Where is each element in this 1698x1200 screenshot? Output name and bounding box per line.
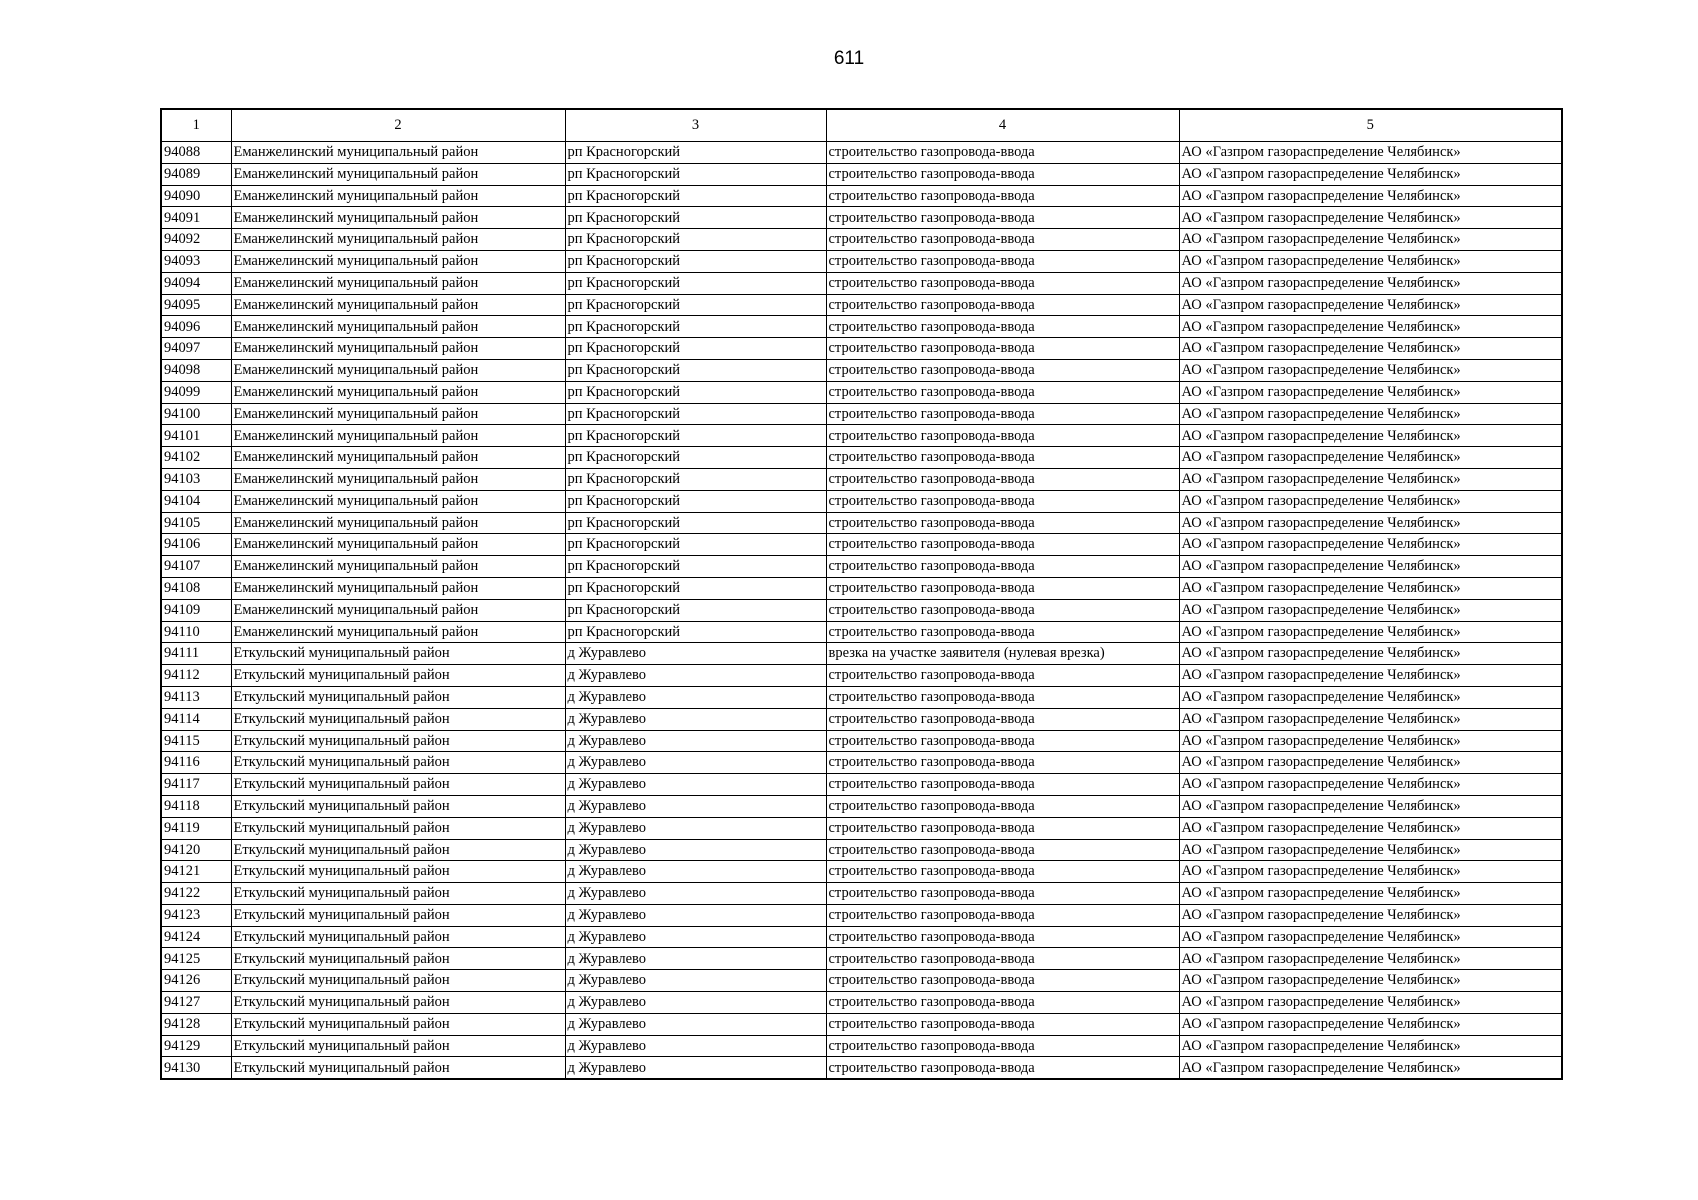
row-number-cell: 94095 [161, 294, 231, 316]
organization-cell: АО «Газпром газораспределение Челябинск» [1179, 556, 1562, 578]
row-number-cell: 94128 [161, 1013, 231, 1035]
settlement-cell: рп Красногорский [565, 163, 826, 185]
work-type-cell: строительство газопровода-ввода [826, 861, 1179, 883]
organization-cell: АО «Газпром газораспределение Челябинск» [1179, 468, 1562, 490]
district-cell: Еткульский муниципальный район [231, 970, 565, 992]
row-number-cell: 94092 [161, 229, 231, 251]
column-header-3: 3 [565, 109, 826, 142]
work-type-cell: строительство газопровода-ввода [826, 250, 1179, 272]
table-row [161, 1013, 1562, 1035]
work-type-cell: строительство газопровода-ввода [826, 316, 1179, 338]
settlement-cell: рп Красногорский [565, 250, 826, 272]
table-row [161, 207, 1562, 229]
table-row [161, 490, 1562, 512]
organization-cell: АО «Газпром газораспределение Челябинск» [1179, 359, 1562, 381]
table-row [161, 359, 1562, 381]
settlement-cell: д Журавлево [565, 992, 826, 1014]
settlement-cell: д Журавлево [565, 1035, 826, 1057]
organization-cell: АО «Газпром газораспределение Челябинск» [1179, 447, 1562, 469]
work-type-cell: строительство газопровода-ввода [826, 621, 1179, 643]
row-number-cell: 94125 [161, 948, 231, 970]
row-number-cell: 94100 [161, 403, 231, 425]
district-cell: Еманжелинский муниципальный район [231, 207, 565, 229]
settlement-cell: рп Красногорский [565, 403, 826, 425]
organization-cell: АО «Газпром газораспределение Челябинск» [1179, 774, 1562, 796]
row-number-cell: 94110 [161, 621, 231, 643]
work-type-cell: строительство газопровода-ввода [826, 1013, 1179, 1035]
district-cell: Еманжелинский муниципальный район [231, 142, 565, 164]
row-number-cell: 94123 [161, 904, 231, 926]
table-row [161, 1035, 1562, 1057]
row-number-cell: 94106 [161, 534, 231, 556]
table-row [161, 621, 1562, 643]
row-number-cell: 94101 [161, 425, 231, 447]
work-type-cell: строительство газопровода-ввода [826, 556, 1179, 578]
page-number: 611 [833, 48, 865, 69]
district-cell: Еткульский муниципальный район [231, 795, 565, 817]
table-row [161, 556, 1562, 578]
table-row [161, 250, 1562, 272]
organization-cell: АО «Газпром газораспределение Челябинск» [1179, 926, 1562, 948]
work-type-cell: строительство газопровода-ввода [826, 686, 1179, 708]
district-cell: Еманжелинский муниципальный район [231, 447, 565, 469]
settlement-cell: рп Красногорский [565, 359, 826, 381]
organization-cell: АО «Газпром газораспределение Челябинск» [1179, 795, 1562, 817]
organization-cell: АО «Газпром газораспределение Челябинск» [1179, 948, 1562, 970]
district-cell: Еманжелинский муниципальный район [231, 577, 565, 599]
row-number-cell: 94113 [161, 686, 231, 708]
organization-cell: АО «Газпром газораспределение Челябинск» [1179, 512, 1562, 534]
settlement-cell: рп Красногорский [565, 468, 826, 490]
row-number-cell: 94130 [161, 1057, 231, 1079]
work-type-cell: строительство газопровода-ввода [826, 970, 1179, 992]
row-number-cell: 94127 [161, 992, 231, 1014]
table-row [161, 948, 1562, 970]
organization-cell: АО «Газпром газораспределение Челябинск» [1179, 686, 1562, 708]
row-number-cell: 94102 [161, 447, 231, 469]
row-number-cell: 94105 [161, 512, 231, 534]
table-body [161, 142, 1562, 1080]
organization-cell: АО «Газпром газораспределение Челябинск» [1179, 621, 1562, 643]
work-type-cell: строительство газопровода-ввода [826, 708, 1179, 730]
settlement-cell: рп Красногорский [565, 534, 826, 556]
row-number-cell: 94090 [161, 185, 231, 207]
organization-cell: АО «Газпром газораспределение Челябинск» [1179, 316, 1562, 338]
data-table [160, 108, 1563, 1080]
district-cell: Еманжелинский муниципальный район [231, 425, 565, 447]
organization-cell: АО «Газпром газораспределение Челябинск» [1179, 599, 1562, 621]
work-type-cell: строительство газопровода-ввода [826, 883, 1179, 905]
district-cell: Еманжелинский муниципальный район [231, 490, 565, 512]
settlement-cell: рп Красногорский [565, 512, 826, 534]
district-cell: Еткульский муниципальный район [231, 948, 565, 970]
district-cell: Еманжелинский муниципальный район [231, 556, 565, 578]
district-cell: Еткульский муниципальный район [231, 1057, 565, 1079]
work-type-cell: врезка на участке заявителя (нулевая врезка) [826, 643, 1179, 665]
row-number-cell: 94124 [161, 926, 231, 948]
table-row [161, 229, 1562, 251]
row-number-cell: 94118 [161, 795, 231, 817]
organization-cell: АО «Газпром газораспределение Челябинск» [1179, 1013, 1562, 1035]
organization-cell: АО «Газпром газораспределение Челябинск» [1179, 338, 1562, 360]
settlement-cell: д Журавлево [565, 730, 826, 752]
table-row [161, 142, 1562, 164]
work-type-cell: строительство газопровода-ввода [826, 142, 1179, 164]
table-row [161, 294, 1562, 316]
organization-cell: АО «Газпром газораспределение Челябинск» [1179, 207, 1562, 229]
work-type-cell: строительство газопровода-ввода [826, 185, 1179, 207]
district-cell: Еткульский муниципальный район [231, 643, 565, 665]
district-cell: Еткульский муниципальный район [231, 1013, 565, 1035]
work-type-cell: строительство газопровода-ввода [826, 774, 1179, 796]
work-type-cell: строительство газопровода-ввода [826, 338, 1179, 360]
row-number-cell: 94107 [161, 556, 231, 578]
table-row [161, 512, 1562, 534]
district-cell: Еманжелинский муниципальный район [231, 621, 565, 643]
district-cell: Еманжелинский муниципальный район [231, 403, 565, 425]
table-row [161, 970, 1562, 992]
table-row [161, 774, 1562, 796]
column-header-1: 1 [161, 109, 231, 142]
organization-cell: АО «Газпром газораспределение Челябинск» [1179, 730, 1562, 752]
organization-cell: АО «Газпром газораспределение Челябинск» [1179, 163, 1562, 185]
table-header [161, 109, 1562, 142]
organization-cell: АО «Газпром газораспределение Челябинск» [1179, 1035, 1562, 1057]
table-row [161, 861, 1562, 883]
organization-cell: АО «Газпром газораспределение Челябинск» [1179, 425, 1562, 447]
table-row [161, 272, 1562, 294]
district-cell: Еткульский муниципальный район [231, 686, 565, 708]
organization-cell: АО «Газпром газораспределение Челябинск» [1179, 229, 1562, 251]
work-type-cell: строительство газопровода-ввода [826, 1035, 1179, 1057]
district-cell: Еткульский муниципальный район [231, 774, 565, 796]
district-cell: Еманжелинский муниципальный район [231, 381, 565, 403]
table-row [161, 534, 1562, 556]
settlement-cell: рп Красногорский [565, 207, 826, 229]
table-row [161, 708, 1562, 730]
work-type-cell: строительство газопровода-ввода [826, 425, 1179, 447]
table-row [161, 577, 1562, 599]
settlement-cell: рп Красногорский [565, 338, 826, 360]
table-row [161, 686, 1562, 708]
row-number-cell: 94115 [161, 730, 231, 752]
district-cell: Еткульский муниципальный район [231, 817, 565, 839]
district-cell: Еткульский муниципальный район [231, 992, 565, 1014]
table-row [161, 883, 1562, 905]
settlement-cell: д Журавлево [565, 774, 826, 796]
district-cell: Еманжелинский муниципальный район [231, 512, 565, 534]
work-type-cell: строительство газопровода-ввода [826, 381, 1179, 403]
settlement-cell: д Журавлево [565, 686, 826, 708]
district-cell: Еткульский муниципальный район [231, 752, 565, 774]
district-cell: Еманжелинский муниципальный район [231, 229, 565, 251]
row-number-cell: 94112 [161, 665, 231, 687]
settlement-cell: рп Красногорский [565, 229, 826, 251]
table-row [161, 665, 1562, 687]
table-row [161, 163, 1562, 185]
table-row [161, 992, 1562, 1014]
work-type-cell: строительство газопровода-ввода [826, 447, 1179, 469]
settlement-cell: д Журавлево [565, 752, 826, 774]
settlement-cell: д Журавлево [565, 708, 826, 730]
settlement-cell: рп Красногорский [565, 556, 826, 578]
work-type-cell: строительство газопровода-ввода [826, 752, 1179, 774]
work-type-cell: строительство газопровода-ввода [826, 948, 1179, 970]
row-number-cell: 94091 [161, 207, 231, 229]
district-cell: Еманжелинский муниципальный район [231, 359, 565, 381]
table-row [161, 752, 1562, 774]
table-row [161, 1057, 1562, 1079]
work-type-cell: строительство газопровода-ввода [826, 403, 1179, 425]
row-number-cell: 94111 [161, 643, 231, 665]
organization-cell: АО «Газпром газораспределение Челябинск» [1179, 490, 1562, 512]
settlement-cell: д Журавлево [565, 665, 826, 687]
organization-cell: АО «Газпром газораспределение Челябинск» [1179, 839, 1562, 861]
work-type-cell: строительство газопровода-ввода [826, 294, 1179, 316]
organization-cell: АО «Газпром газораспределение Челябинск» [1179, 294, 1562, 316]
settlement-cell: рп Красногорский [565, 621, 826, 643]
row-number-cell: 94098 [161, 359, 231, 381]
row-number-cell: 94096 [161, 316, 231, 338]
organization-cell: АО «Газпром газораспределение Челябинск» [1179, 643, 1562, 665]
settlement-cell: рп Красногорский [565, 272, 826, 294]
district-cell: Еткульский муниципальный район [231, 926, 565, 948]
row-number-cell: 94099 [161, 381, 231, 403]
district-cell: Еманжелинский муниципальный район [231, 250, 565, 272]
work-type-cell: строительство газопровода-ввода [826, 577, 1179, 599]
row-number-cell: 94103 [161, 468, 231, 490]
organization-cell: АО «Газпром газораспределение Челябинск» [1179, 817, 1562, 839]
work-type-cell: строительство газопровода-ввода [826, 207, 1179, 229]
organization-cell: АО «Газпром газораспределение Челябинск» [1179, 534, 1562, 556]
work-type-cell: строительство газопровода-ввода [826, 512, 1179, 534]
work-type-cell: строительство газопровода-ввода [826, 468, 1179, 490]
settlement-cell: рп Красногорский [565, 142, 826, 164]
work-type-cell: строительство газопровода-ввода [826, 272, 1179, 294]
organization-cell: АО «Газпром газораспределение Челябинск» [1179, 1057, 1562, 1079]
row-number-cell: 94089 [161, 163, 231, 185]
settlement-cell: д Журавлево [565, 1057, 826, 1079]
organization-cell: АО «Газпром газораспределение Челябинск» [1179, 904, 1562, 926]
settlement-cell: д Журавлево [565, 883, 826, 905]
organization-cell: АО «Газпром газораспределение Челябинск» [1179, 970, 1562, 992]
column-header-4: 4 [826, 109, 1179, 142]
district-cell: Еткульский муниципальный район [231, 708, 565, 730]
row-number-cell: 94093 [161, 250, 231, 272]
work-type-cell: строительство газопровода-ввода [826, 229, 1179, 251]
organization-cell: АО «Газпром газораспределение Челябинск» [1179, 992, 1562, 1014]
row-number-cell: 94117 [161, 774, 231, 796]
work-type-cell: строительство газопровода-ввода [826, 992, 1179, 1014]
table-row [161, 316, 1562, 338]
district-cell: Еткульский муниципальный район [231, 861, 565, 883]
work-type-cell: строительство газопровода-ввода [826, 795, 1179, 817]
table-row [161, 403, 1562, 425]
district-cell: Еманжелинский муниципальный район [231, 294, 565, 316]
row-number-cell: 94104 [161, 490, 231, 512]
organization-cell: АО «Газпром газораспределение Челябинск» [1179, 708, 1562, 730]
settlement-cell: рп Красногорский [565, 316, 826, 338]
work-type-cell: строительство газопровода-ввода [826, 730, 1179, 752]
row-number-cell: 94116 [161, 752, 231, 774]
settlement-cell: рп Красногорский [565, 599, 826, 621]
settlement-cell: рп Красногорский [565, 294, 826, 316]
settlement-cell: д Журавлево [565, 861, 826, 883]
work-type-cell: строительство газопровода-ввода [826, 839, 1179, 861]
district-cell: Еманжелинский муниципальный район [231, 534, 565, 556]
organization-cell: АО «Газпром газораспределение Челябинск» [1179, 142, 1562, 164]
district-cell: Еманжелинский муниципальный район [231, 163, 565, 185]
column-header-2: 2 [231, 109, 565, 142]
work-type-cell: строительство газопровода-ввода [826, 534, 1179, 556]
work-type-cell: строительство газопровода-ввода [826, 359, 1179, 381]
organization-cell: АО «Газпром газораспределение Челябинск» [1179, 665, 1562, 687]
settlement-cell: рп Красногорский [565, 577, 826, 599]
row-number-cell: 94119 [161, 817, 231, 839]
row-number-cell: 94108 [161, 577, 231, 599]
organization-cell: АО «Газпром газораспределение Челябинск» [1179, 272, 1562, 294]
settlement-cell: д Журавлево [565, 817, 826, 839]
work-type-cell: строительство газопровода-ввода [826, 665, 1179, 687]
organization-cell: АО «Газпром газораспределение Челябинск» [1179, 403, 1562, 425]
district-cell: Еманжелинский муниципальный район [231, 338, 565, 360]
settlement-cell: рп Красногорский [565, 447, 826, 469]
table-row [161, 730, 1562, 752]
table-row [161, 425, 1562, 447]
row-number-cell: 94114 [161, 708, 231, 730]
table-row [161, 839, 1562, 861]
district-cell: Еманжелинский муниципальный район [231, 316, 565, 338]
row-number-cell: 94109 [161, 599, 231, 621]
organization-cell: АО «Газпром газораспределение Челябинск» [1179, 381, 1562, 403]
settlement-cell: рп Красногорский [565, 381, 826, 403]
row-number-cell: 94126 [161, 970, 231, 992]
settlement-cell: д Журавлево [565, 926, 826, 948]
row-number-cell: 94122 [161, 883, 231, 905]
work-type-cell: строительство газопровода-ввода [826, 926, 1179, 948]
settlement-cell: д Журавлево [565, 904, 826, 926]
organization-cell: АО «Газпром газораспределение Челябинск» [1179, 752, 1562, 774]
district-cell: Еткульский муниципальный район [231, 730, 565, 752]
table-row [161, 904, 1562, 926]
organization-cell: АО «Газпром газораспределение Челябинск» [1179, 250, 1562, 272]
settlement-cell: рп Красногорский [565, 490, 826, 512]
table-row [161, 795, 1562, 817]
work-type-cell: строительство газопровода-ввода [826, 817, 1179, 839]
district-cell: Еткульский муниципальный район [231, 1035, 565, 1057]
district-cell: Еманжелинский муниципальный район [231, 468, 565, 490]
district-cell: Еткульский муниципальный район [231, 883, 565, 905]
settlement-cell: рп Красногорский [565, 425, 826, 447]
settlement-cell: рп Красногорский [565, 185, 826, 207]
column-header-5: 5 [1179, 109, 1562, 142]
district-cell: Еткульский муниципальный район [231, 839, 565, 861]
district-cell: Еткульский муниципальный район [231, 665, 565, 687]
row-number-cell: 94121 [161, 861, 231, 883]
settlement-cell: д Журавлево [565, 1013, 826, 1035]
settlement-cell: д Журавлево [565, 970, 826, 992]
table-row [161, 926, 1562, 948]
work-type-cell: строительство газопровода-ввода [826, 163, 1179, 185]
row-number-cell: 94097 [161, 338, 231, 360]
row-number-cell: 94094 [161, 272, 231, 294]
table-row [161, 447, 1562, 469]
organization-cell: АО «Газпром газораспределение Челябинск» [1179, 883, 1562, 905]
table-row [161, 468, 1562, 490]
organization-cell: АО «Газпром газораспределение Челябинск» [1179, 861, 1562, 883]
work-type-cell: строительство газопровода-ввода [826, 904, 1179, 926]
table-row [161, 338, 1562, 360]
settlement-cell: д Журавлево [565, 839, 826, 861]
row-number-cell: 94120 [161, 839, 231, 861]
settlement-cell: д Журавлево [565, 948, 826, 970]
table-row [161, 381, 1562, 403]
header-row [161, 109, 1562, 142]
table-row [161, 185, 1562, 207]
district-cell: Еманжелинский муниципальный район [231, 599, 565, 621]
settlement-cell: д Журавлево [565, 643, 826, 665]
district-cell: Еманжелинский муниципальный район [231, 272, 565, 294]
settlement-cell: д Журавлево [565, 795, 826, 817]
organization-cell: АО «Газпром газораспределение Челябинск» [1179, 185, 1562, 207]
table-row [161, 643, 1562, 665]
work-type-cell: строительство газопровода-ввода [826, 599, 1179, 621]
table-row [161, 599, 1562, 621]
work-type-cell: строительство газопровода-ввода [826, 1057, 1179, 1079]
district-cell: Еткульский муниципальный район [231, 904, 565, 926]
organization-cell: АО «Газпром газораспределение Челябинск» [1179, 577, 1562, 599]
district-cell: Еманжелинский муниципальный район [231, 185, 565, 207]
row-number-cell: 94088 [161, 142, 231, 164]
work-type-cell: строительство газопровода-ввода [826, 490, 1179, 512]
table-row [161, 817, 1562, 839]
row-number-cell: 94129 [161, 1035, 231, 1057]
